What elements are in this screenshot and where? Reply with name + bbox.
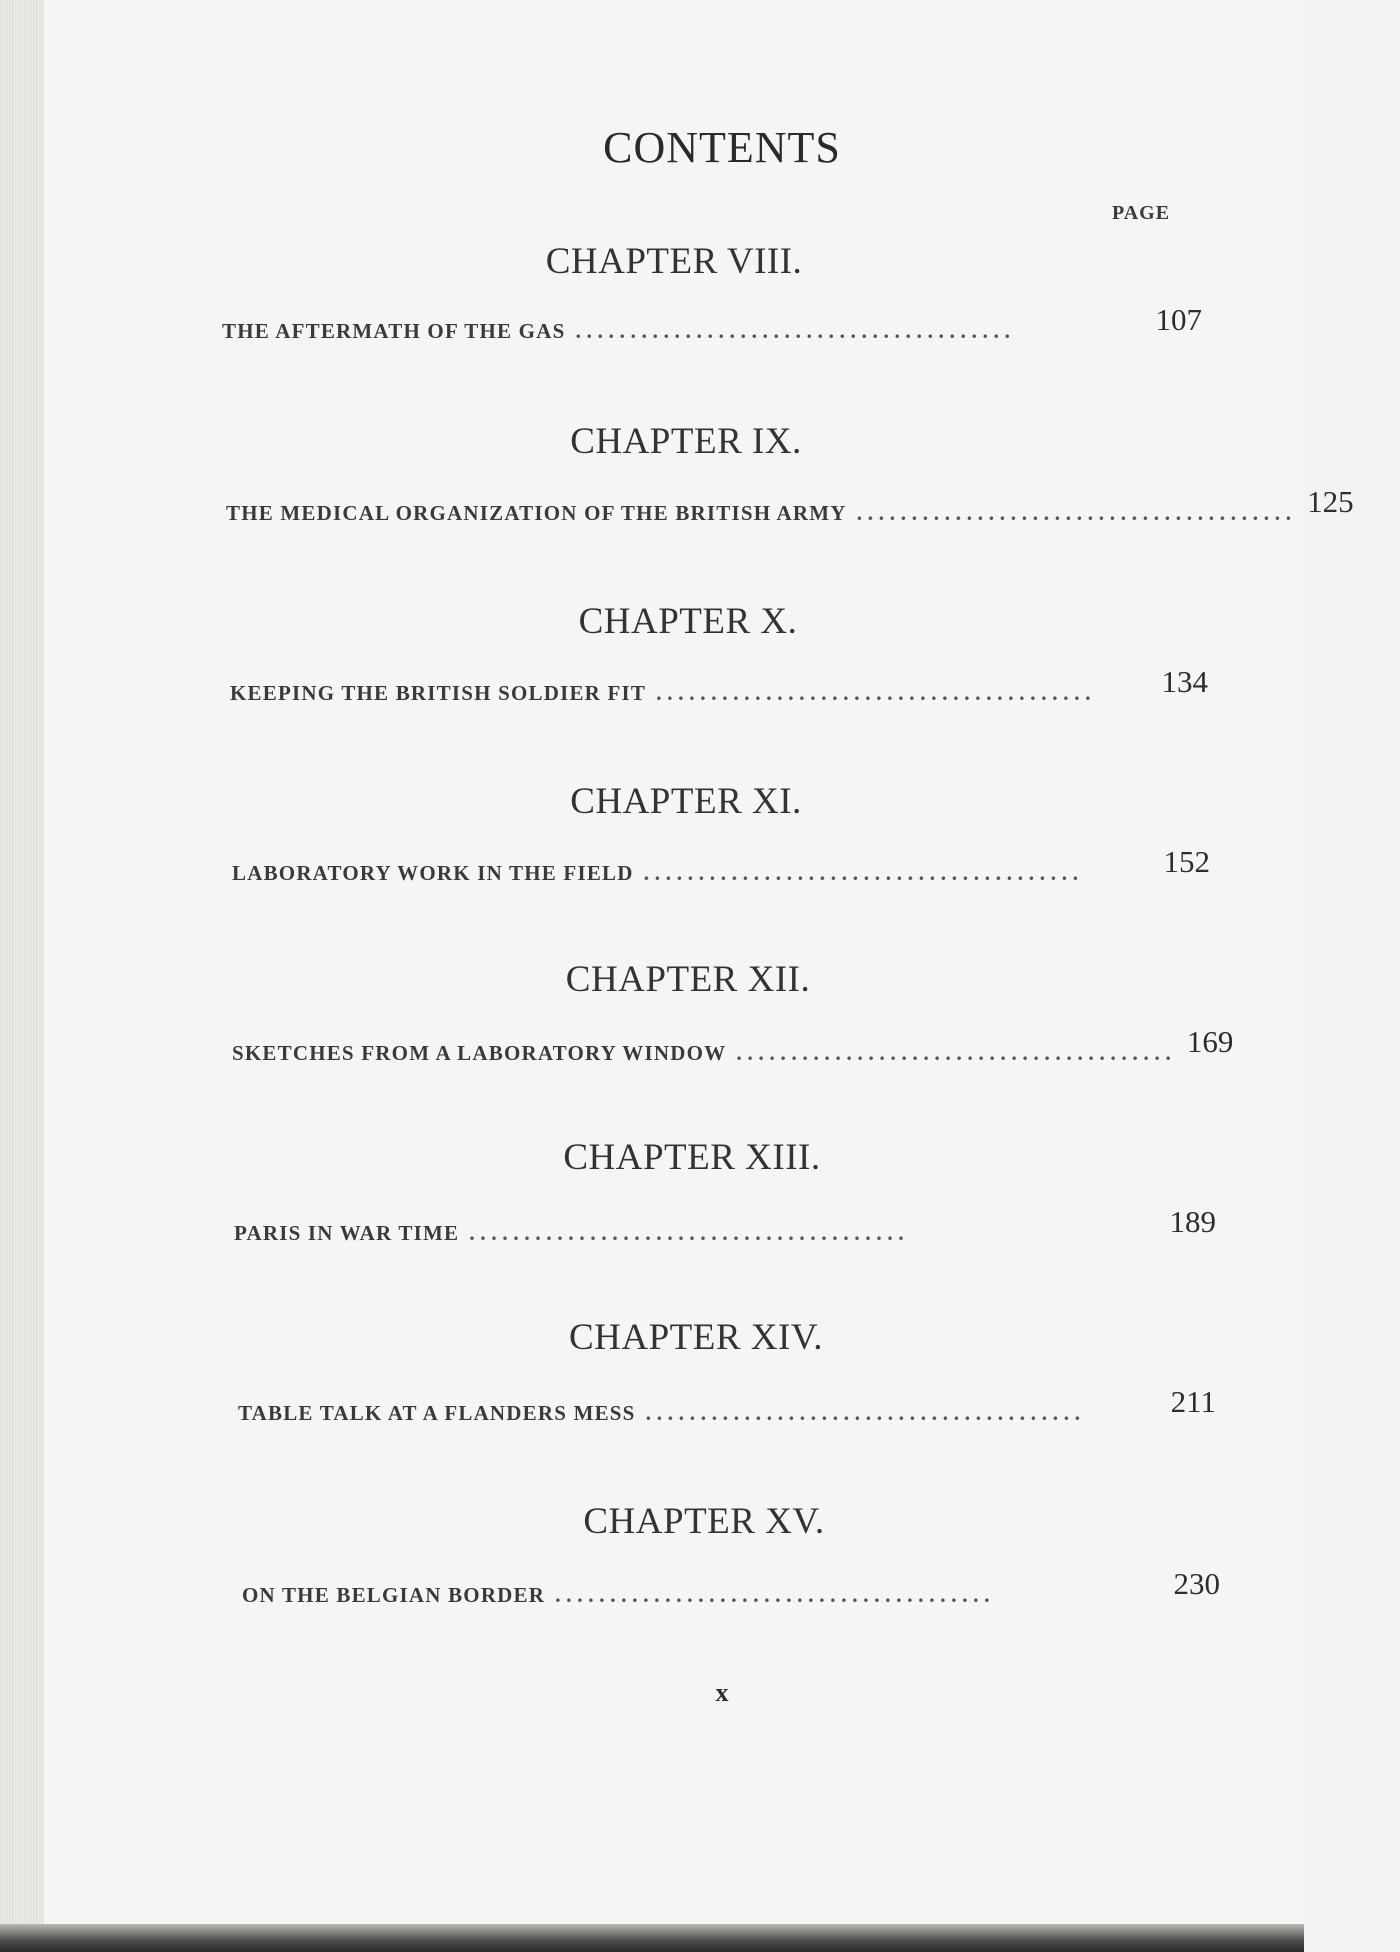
chapter-heading: CHAPTER XIV. <box>568 1317 824 1358</box>
entry-page-number: 230 <box>1173 1566 1220 1601</box>
chapter-heading: CHAPTER VIII. <box>545 241 803 282</box>
toc-entry <box>230 664 1208 708</box>
toc-entry <box>242 1566 1220 1610</box>
page-column-label: PAGE <box>1112 202 1171 224</box>
dot-leader: . . . . . . . . . . . . . . . . . . . . . . . . . . . . . . . . . . . . . . . . <box>736 1040 1171 1065</box>
entry-page-number: 125 <box>1307 484 1354 519</box>
chapter-heading: CHAPTER X. <box>578 601 798 642</box>
dot-leader: . . . . . . . . . . . . . . . . . . . . . . . . . . . . . . . . . . . . . . . . <box>656 680 1091 705</box>
entry-title: KEEPING THE BRITISH SOLDIER FIT <box>230 681 647 705</box>
dot-leader: . . . . . . . . . . . . . . . . . . . . . . . . . . . . . . . . . . . . . . . . <box>643 860 1079 885</box>
dot-leader: . . . . . . . . . . . . . . . . . . . . . . . . . . . . . . . . . . . . . . . . <box>645 1400 1081 1425</box>
chapter-heading: CHAPTER XIII. <box>563 1137 821 1178</box>
toc-entry <box>238 1384 1216 1428</box>
entry-title: TABLE TALK AT A FLANDERS MESS <box>238 1401 636 1425</box>
chapter-heading: CHAPTER XII. <box>565 959 811 1000</box>
entry-page-number: 107 <box>1155 302 1202 337</box>
toc-entry <box>234 1204 1216 1248</box>
page-bottom-shadow <box>0 1924 1304 1952</box>
dot-leader: . . . . . . . . . . . . . . . . . . . . . . . . . . . . . . . . . . . . . . . . <box>575 318 1010 343</box>
chapter-heading: CHAPTER XV. <box>583 1501 825 1542</box>
chapter-heading: CHAPTER IX. <box>570 421 802 462</box>
toc-entry <box>232 844 1210 888</box>
chapter-heading: CHAPTER XI. <box>570 781 802 822</box>
entry-title: LABORATORY WORK IN THE FIELD <box>232 861 634 885</box>
folio-page-number: x <box>715 1678 729 1707</box>
toc-entry <box>226 484 1354 528</box>
entry-page-number: 134 <box>1161 664 1208 699</box>
entry-title: PARIS IN WAR TIME <box>234 1221 460 1245</box>
page-title: CONTENTS <box>603 123 841 172</box>
entry-page-number: 189 <box>1169 1204 1216 1239</box>
page-edge <box>0 0 44 1952</box>
toc-entry <box>232 1024 1234 1068</box>
entry-page-number: 152 <box>1163 844 1210 879</box>
entry-title: ON THE BELGIAN BORDER <box>242 1583 546 1607</box>
book-page <box>44 0 1354 1924</box>
entry-page-number: 211 <box>1170 1384 1216 1419</box>
dot-leader: . . . . . . . . . . . . . . . . . . . . . . . . . . . . . . . . . . . . . . . . <box>856 500 1292 525</box>
entry-title: THE MEDICAL ORGANIZATION OF THE BRITISH ARMY <box>226 501 847 525</box>
entry-title: SKETCHES FROM A LABORATORY WINDOW <box>232 1041 727 1065</box>
dot-leader: . . . . . . . . . . . . . . . . . . . . . . . . . . . . . . . . . . . . . . . . <box>469 1220 904 1245</box>
dot-leader: . . . . . . . . . . . . . . . . . . . . . . . . . . . . . . . . . . . . . . . . <box>555 1582 990 1607</box>
toc-entry <box>222 302 1202 346</box>
entry-page-number: 169 <box>1186 1024 1234 1059</box>
entry-title: THE AFTERMATH OF THE GAS <box>222 319 566 343</box>
